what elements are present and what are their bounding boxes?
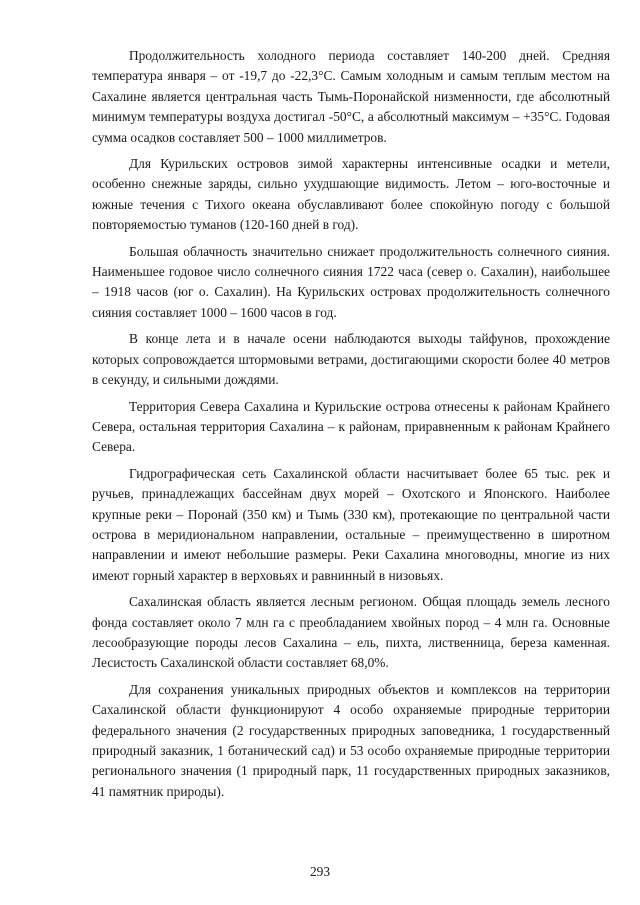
- paragraph-hydrography: Гидрографическая сеть Сахалинской области насчитывает более 65 тыс. рек и ручьев, принадлежащих бассейнам двух морей – Охотского и Японского. Наиболее крупные реки – Поронай (350 км) и Тымь (330 км), протекающие по центральной части острова в меридиональном направлении, остальные – преимущественно в широтном направлении и имеют небольшие размеры. Реки Сахалина многоводны, многие из них имеют горный характер в верховьях и равнинный в низовьях.: [92, 465, 610, 583]
- paragraph-sunshine: Большая облачность значительно снижает продолжительность солнечного сияния. Наименьшее годовое число солнечного сияния 1722 часа (север о. Сахалин), наибольшее – 1918 часов (юг о. Сахалин). На Курильских островах продолжительность солнечного сияния составляет 1000 – 1600 часов в год.: [92, 243, 610, 320]
- page-number: 293: [309, 864, 331, 879]
- page-body: [92, 46, 610, 808]
- paragraph-protected-areas: Для сохранения уникальных природных объектов и комплексов на территории Сахалинской области функционируют 4 особо охраняемые природные территории федерального значения (2 государственных природных заповедника, 1 государственный природный заказник, 1 ботанический сад) и 53 особо охраняемые природные территории регионального значения (1 природный парк, 11 государственных природных заказников, 41 памятник природы).: [92, 681, 610, 799]
- paragraph-cold-period: Продолжительность холодного периода составляет 140-200 дней. Средняя температура января – от -19,7 до -22,3°С. Самым холодным и самым теплым местом на Сахалине является центральная часть Тымь-Поронайской низменности, где абсолютный минимум температуры воздуха достигал -50°С, а абсолютный максимум – +35°С. Годовая сумма осадков составляет 500 – 1000 миллиметров.: [92, 48, 610, 145]
- paragraph-kuril-winter: Для Курильских островов зимой характерны интенсивные осадки и метели, особенно снежные заряды, сильно ухудшающие видимость. Летом – юго-восточные и южные течения с Тихого океана обуславливают более спокойную погоду с большой повторяемостью туманов (120-160 дней в год).: [92, 156, 610, 233]
- paragraph-far-north: Территория Севера Сахалина и Курильские острова отнесены к районам Крайнего Севера, остальная территория Сахалина – к районам, приравненным к районам Крайнего Севера.: [92, 398, 610, 455]
- paragraph-forests: Сахалинская область является лесным регионом. Общая площадь земель лесного фонда составляет около 7 млн га с преобладанием хвойных пород – 4 млн га. Основные лесообразующие породы лесов Сахалина – ель, пихта, лиственница, береза каменная. Лесистость Сахалинской области составляет 68,0%.: [92, 594, 610, 671]
- paragraph-typhoons: В конце лета и в начале осени наблюдаются выходы тайфунов, прохождение которых сопровождается штормовыми ветрами, достигающими скорости более 40 метров в секунду, и сильными дождями.: [92, 331, 610, 388]
